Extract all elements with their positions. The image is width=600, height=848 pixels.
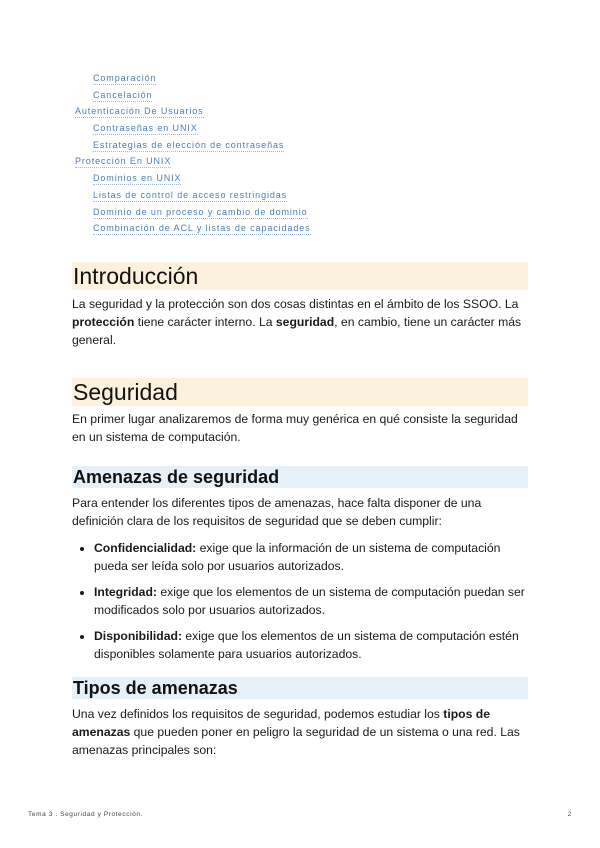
- toc-link-proteccion-unix[interactable]: [72, 153, 532, 170]
- bold-term: Confidencialidad:: [94, 541, 197, 555]
- toc-link-label: Comparación: [93, 73, 157, 83]
- toc-link-autenticacion[interactable]: [72, 103, 532, 120]
- toc-link-estrategias[interactable]: [72, 137, 532, 154]
- bold-term: Integridad:: [94, 585, 157, 599]
- amenazas-paragraph: Para entender los diferentes tipos de amenazas, hace falta disponer de una definición clara de los requisitos de seguridad que se deben cumplir:: [72, 496, 482, 528]
- heading-amenazas: Amenazas de seguridad: [72, 466, 528, 488]
- seguridad-paragraph: En primer lugar analizaremos de forma muy genérica en qué consiste la seguridad en un sistema de computación.: [72, 412, 518, 444]
- toc-link-comparacion[interactable]: [72, 70, 532, 87]
- list-item: • Integridad: exige que los elementos de un sistema de computación puedan ser modificados solo por usuarios autorizados.: [94, 583, 528, 619]
- toc-link-label: Dominios en UNIX: [93, 173, 182, 184]
- toc-link-cancelacion[interactable]: [72, 87, 532, 104]
- footer-title: Tema 3 . Seguridad y Protección.: [28, 811, 143, 818]
- bold-term: tipos de amenazas: [72, 707, 490, 739]
- heading-introduccion: Introducción: [72, 262, 528, 290]
- document-content: [72, 262, 528, 759]
- toc-link-label: Dominio de un proceso y cambio de dominio: [93, 206, 308, 217]
- list-item: • Confidencialidad: exige que la información de un sistema de computación pueda ser leída solo por usuarios autorizados.: [94, 539, 528, 575]
- toc-link-label: Listas de control de acceso restringidas: [93, 189, 288, 200]
- toc-link-label: Cancelación: [93, 89, 153, 100]
- toc-link-label: Combinación de ACL y listas de capacidades: [93, 223, 311, 234]
- list-item: • Disponibilidad: exige que los elementos de un sistema de computación estén disponibles solamente para usuarios autorizados.: [94, 627, 528, 663]
- page-footer: [28, 811, 572, 818]
- heading-seguridad: Seguridad: [72, 378, 528, 406]
- toc-link-dominio-proceso[interactable]: [72, 204, 532, 221]
- toc-link-dominios-unix[interactable]: [72, 170, 532, 187]
- heading-tipos-amenazas: Tipos de amenazas: [72, 677, 528, 699]
- bold-term: Disponibilidad:: [94, 629, 183, 643]
- toc-link-label: Contraseñas en UNIX: [93, 123, 198, 134]
- requirements-list: [72, 539, 528, 663]
- toc-link-contrasenas-unix[interactable]: [72, 120, 532, 137]
- intro-paragraph: La seguridad y la protección son dos cosas distintas en el ámbito de los SSOO. La protección tiene carácter interno. La seguridad, en cambio, tiene un carácter más general.: [72, 297, 522, 347]
- toc-link-label: Estrategias de elección de contraseñas: [93, 139, 285, 150]
- table-of-contents: [72, 70, 532, 237]
- page-number: 2: [567, 811, 572, 818]
- bold-term: protección: [72, 315, 135, 329]
- toc-link-combinacion-acl[interactable]: [72, 220, 532, 237]
- toc-link-label: Protección En UNIX: [75, 156, 172, 167]
- tipos-paragraph: Una vez definidos los requisitos de seguridad, podemos estudiar los tipos de amenazas que pueden poner en peligro la seguridad de un sistema o una red. Las amenazas principales son:: [72, 707, 520, 757]
- bold-term: seguridad: [275, 315, 335, 329]
- toc-link-label: Autenticación De Usuarios: [75, 106, 204, 117]
- toc-link-listas-control[interactable]: [72, 187, 532, 204]
